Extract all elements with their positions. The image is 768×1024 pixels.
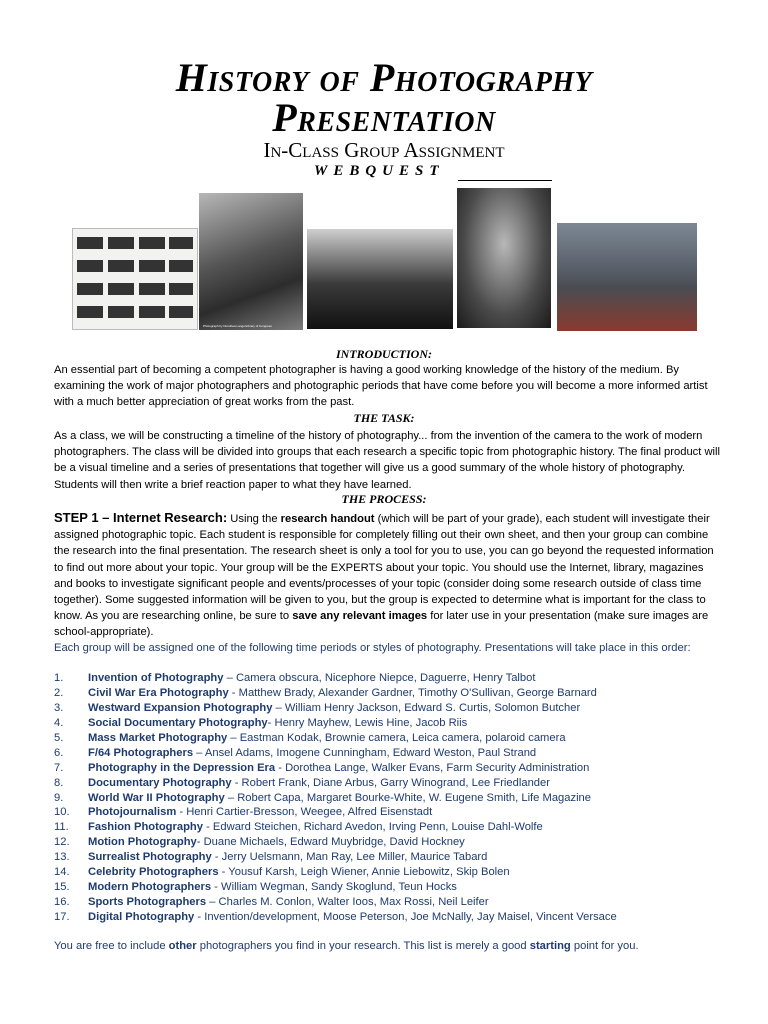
introduction-text: An essential part of becoming a competent photographer is having a good working knowledge of the history of the medium. By examining the work of major photographers and photographic periods that have come before you will become a more informed artist with a much better appreciation of great works from the past. — [54, 364, 708, 409]
list-item: 4. Social Documentary Photography- Henry Mayhew, Lewis Hine, Jacob Riis — [54, 716, 468, 729]
step1-text-b: (which will be part of your grade), each student will investigate their assigned photographic topic. Each student is responsible for completely filling out their own sheet, and then your group can combine the research into the final presentation. The research sheet is only a tool for you to use, you can go beyond the requested information to find out more about your topic. Your group will be the EXPERTS about your topic. You should use the Internet, library, magazines and books to investigate significant people and events/processes of your topic (consider doing some research outside of class time together). Some suggested information will be given to you, but the group is expected to determine what is important for the class to know. As you are researching online, be sure to — [54, 513, 714, 623]
process-heading: THE PROCESS: — [341, 492, 427, 506]
webquest-label: WEBQUEST — [314, 163, 445, 179]
step1-paragraph — [54, 510, 720, 641]
starting-emphasis: starting — [529, 940, 571, 952]
list-item: 5. Mass Market Photography – Eastman Kodak, Brownie camera, Leica camera, polaroid camera — [54, 731, 566, 744]
list-item: 15. Modern Photographers - William Wegman, Sandy Skoglund, Teun Hocks — [54, 881, 457, 894]
horse-motion-grid-graphic — [73, 229, 197, 329]
closing-note: You are free to include other photographers you find in your research. This list is merely a good starting point for you. — [54, 940, 639, 952]
list-item: 7. Photography in the Depression Era - Dorothea Lange, Walker Evans, Farm Security Administration — [54, 761, 590, 774]
migrant-mother-photo — [199, 193, 303, 330]
list-item: 17. Digital Photography - Invention/development, Moose Peterson, Joe McNally, Jay Maisel, Vincent Versace — [54, 911, 617, 923]
document-subtitle: In-Class Group Assignment — [263, 138, 505, 162]
assignment-intro: Each group will be assigned one of the following time periods or styles of photography. Presentations will take place in this order: — [54, 642, 691, 654]
list-item: 8. Documentary Photography - Robert Frank, Diane Arbus, Garry Winogrand, Lee Friedlander — [54, 776, 550, 789]
list-item: 14. Celebrity Photographers - Yousuf Karsh, Leigh Wiener, Annie Liebowitz, Skip Bolen — [54, 866, 510, 879]
mountain-landscape-photo — [307, 229, 453, 329]
document-title-line-2: Presentation — [272, 95, 496, 140]
list-item: 13. Surrealist Photography - Jerry Uelsmann, Man Ray, Lee Miller, Maurice Tabard — [54, 851, 488, 864]
webquest-underline — [458, 180, 552, 181]
list-item: 6. F/64 Photographers – Ansel Adams, Imogene Cunningham, Edward Weston, Paul Strand — [54, 746, 537, 759]
red-foxes-dining-room-photo — [557, 223, 697, 331]
introduction-heading: INTRODUCTION: — [336, 347, 432, 361]
list-item: 1. Invention of Photography – Camera obscura, Nicephore Niepce, Daguerre, Henry Talbot — [54, 672, 536, 684]
list-item: 3. Westward Expansion Photography – William Henry Jackson, Edward S. Curtis, Solomon Butcher — [54, 701, 581, 714]
list-item: 9. World War II Photography – Robert Capa, Margaret Bourke-White, W. Eugene Smith, Life Magazine — [54, 791, 592, 804]
list-item: 2. Civil War Era Photography - Matthew Brady, Alexander Gardner, Timothy O'Sullivan, George Barnard — [54, 686, 597, 699]
list-item: 16. Sports Photographers – Charles M. Conlon, Walter Ioos, Max Rossi, Neil Leifer — [54, 896, 489, 909]
save-images-text: save any relevant images — [292, 610, 428, 623]
step1-text-a: Using the — [227, 513, 281, 525]
research-handout-text: research handout — [280, 513, 375, 525]
task-text: As a class, we will be constructing a timeline of the history of photography... from the invention of the camera to the work of modern photographers. The class will be divided into groups that each research a specific topic from photographic history. The final product will be a visual timeline and a series of presentations that together will give us a good summary of the whole history of photography. Students will then write a brief reaction paper to what they have learned. — [54, 430, 721, 491]
other-emphasis: other — [168, 940, 197, 952]
list-item: 12. Motion Photography- Duane Michaels, Edward Muybridge, David Hockney — [54, 836, 465, 849]
topics-list — [54, 671, 734, 925]
step1-label: STEP 1 – Internet Research: — [54, 510, 228, 525]
step1-text-c: for later use in your presentation (make sure images are school-appropriate). — [54, 610, 709, 639]
task-heading: THE TASK: — [353, 411, 415, 425]
document-title-line-1: History of Photography — [175, 55, 593, 100]
portrait-man-glasses-photo — [457, 188, 551, 328]
photo-credit-caption: Photograph by Dorothea Lange/Library of Congress — [203, 324, 272, 328]
list-item: 10. Photojournalism - Henri Cartier-Bresson, Weegee, Alfred Eisenstadt — [54, 806, 433, 819]
list-item: 11. Fashion Photography - Edward Steichen, Richard Avedon, Irving Penn, Louise Dahl-Wolfe — [54, 821, 543, 834]
horse-motion-sequence-image — [72, 228, 198, 330]
